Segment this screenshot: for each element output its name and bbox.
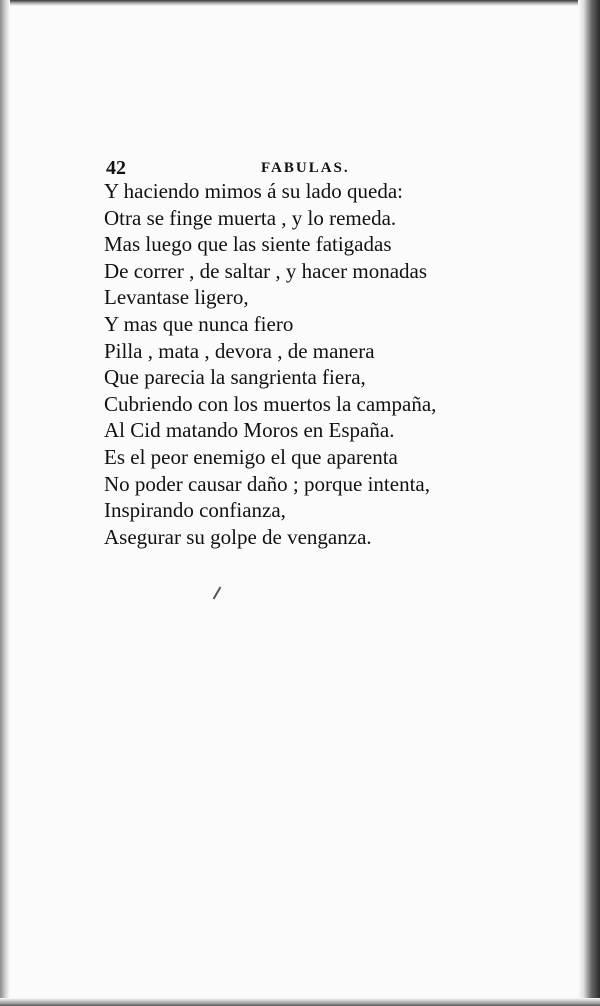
- verse-line: Levantase ligero,: [104, 285, 249, 310]
- verse-line: De correr , de saltar , y hacer monadas: [104, 258, 428, 283]
- page-number: 42: [106, 157, 126, 179]
- verse-line: Y mas que nunca fiero: [104, 311, 294, 336]
- running-title: FABULAS.: [261, 160, 350, 176]
- verse-line: No poder causar daño ; porque intenta,: [104, 471, 430, 496]
- page-edge-right: [578, 0, 600, 1006]
- page-edge-top: [0, 0, 600, 6]
- verse-line: Al Cid matando Moros en España.: [104, 418, 395, 443]
- page-edge-left: [0, 0, 10, 1006]
- verse-line: Mas luego que las siente fatigadas: [104, 232, 392, 257]
- verse-line: Cubriendo con los muertos la campaña,: [104, 391, 437, 416]
- verse-line: Que parecia la sangrienta fiera,: [104, 365, 366, 390]
- poem-text: [104, 178, 504, 550]
- verse-line: Es el peor enemigo el que aparenta: [104, 444, 398, 469]
- verse-line: Inspirando confianza,: [104, 498, 286, 523]
- verse-line: Y haciendo mimos á su lado queda:: [104, 179, 403, 203]
- verse-line: Pilla , mata , devora , de manera: [104, 338, 375, 363]
- stray-ink-mark: [213, 586, 222, 599]
- verse-line: Asegurar su golpe de venganza.: [104, 524, 372, 549]
- verse-line: Otra se finge muerta , y lo remeda.: [104, 205, 397, 230]
- page-edge-bottom: [0, 998, 600, 1006]
- page-header: [106, 156, 466, 180]
